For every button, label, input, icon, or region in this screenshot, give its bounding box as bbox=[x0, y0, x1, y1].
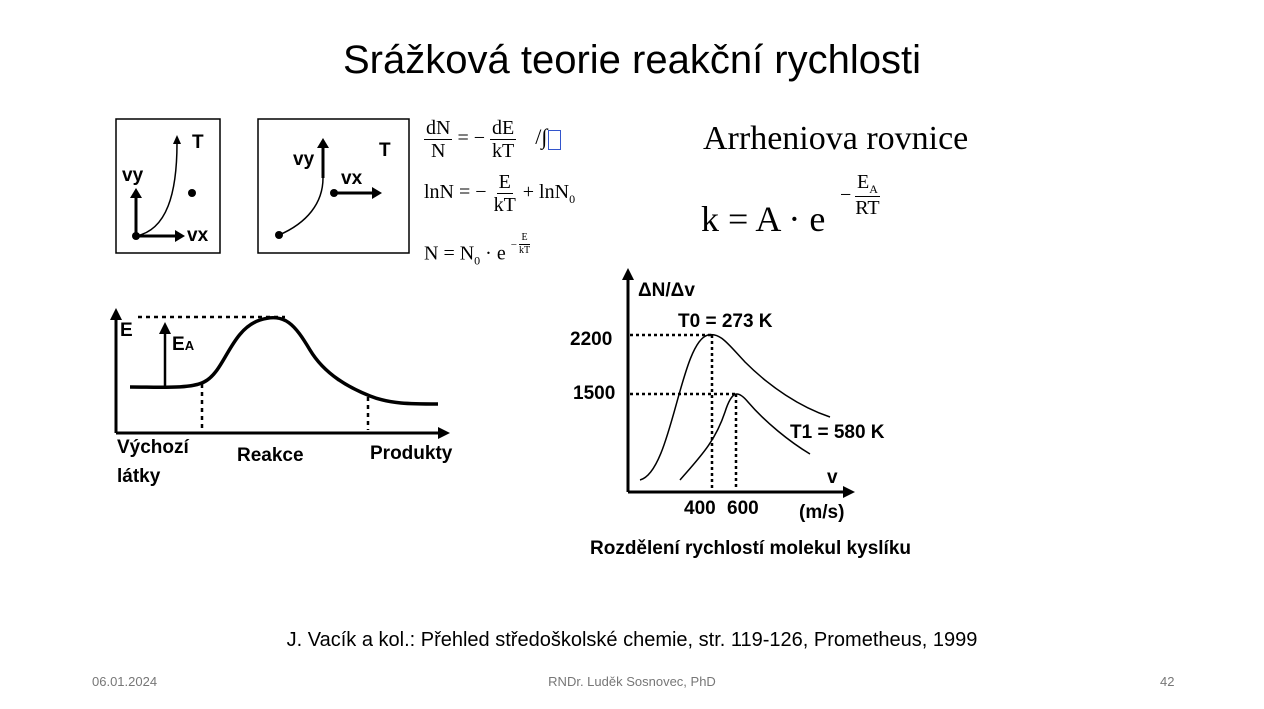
curve-t1-label: T1 = 580 K bbox=[790, 422, 885, 443]
eq3-exp-sign: − bbox=[510, 238, 517, 251]
x-axis-unit: (m/s) bbox=[799, 502, 845, 523]
y-tick-1500: 1500 bbox=[573, 383, 616, 404]
arrhenius-exp-num-sub: A bbox=[869, 182, 878, 196]
eq2-den: kT bbox=[493, 194, 516, 216]
velocity-box-2 bbox=[257, 118, 410, 254]
distribution-chart-drawing bbox=[560, 262, 960, 562]
x-axis-label: v bbox=[827, 467, 838, 488]
placeholder-box-icon bbox=[548, 130, 561, 150]
velocity-box-1 bbox=[115, 118, 221, 254]
eq3-lhs-sub: 0 bbox=[474, 253, 481, 268]
y-axis-label: ΔN/Δv bbox=[638, 280, 695, 301]
eq2-num: E bbox=[498, 171, 511, 193]
x-tick-400: 400 bbox=[684, 498, 716, 519]
footer-page-number: 42 bbox=[1160, 674, 1175, 689]
vy-label: vy bbox=[122, 165, 144, 186]
x-tick-600: 600 bbox=[727, 498, 759, 519]
energy-diagram bbox=[100, 300, 480, 500]
curve-t0-label: T0 = 273 K bbox=[678, 311, 773, 332]
distribution-chart bbox=[560, 262, 960, 562]
t-label: T bbox=[192, 132, 204, 153]
footer-date: 06.01.2024 bbox=[92, 674, 158, 689]
velocity-box-2-drawing bbox=[257, 118, 410, 254]
arrhenius-title: Arrheniova rovnice bbox=[703, 120, 969, 157]
vy-label: vy bbox=[293, 149, 315, 170]
eq1-lhs-den: N bbox=[431, 140, 446, 162]
ea-label bbox=[172, 334, 194, 356]
eq1-equals: = − bbox=[457, 127, 486, 150]
eq2-tail-sub: 0 bbox=[569, 192, 576, 207]
equation-differential bbox=[424, 118, 561, 161]
arrhenius-exponent bbox=[840, 172, 882, 218]
equation-log bbox=[424, 172, 575, 215]
chart-caption: Rozdělení rychlostí molekul kyslíku bbox=[590, 538, 911, 559]
arrhenius-exp-den: RT bbox=[855, 197, 880, 219]
vx-label: vx bbox=[187, 225, 209, 246]
e-axis-label: E bbox=[120, 320, 133, 341]
y-tick-2200: 2200 bbox=[570, 329, 613, 350]
ea-label-sub: A bbox=[184, 338, 195, 353]
eq2-tail: + lnN bbox=[522, 181, 570, 204]
eq1-rhs-den: kT bbox=[492, 140, 515, 162]
slide-title: Srážková teorie reakční rychlosti bbox=[342, 38, 921, 82]
eq3-exp-den: kT bbox=[518, 245, 531, 256]
eq1-rhs-num: dE bbox=[492, 117, 515, 139]
eq3-exp-num: E bbox=[521, 232, 528, 243]
t-label: T bbox=[379, 140, 391, 161]
eq3-lhs: N = N bbox=[424, 242, 475, 265]
equation-exponential bbox=[424, 233, 532, 269]
stage-start-line-1: Výchozí bbox=[117, 437, 189, 458]
vx-label: vx bbox=[341, 168, 363, 189]
arrhenius-exp-sign: − bbox=[840, 183, 852, 206]
eq3-exponent bbox=[511, 233, 532, 256]
eq1-integral-op: /∫ bbox=[535, 124, 548, 150]
stage-start-line-2: látky bbox=[117, 466, 161, 487]
arrhenius-formula-base: k = A · e bbox=[701, 199, 826, 239]
footer-author: RNDr. Luděk Sosnovec, PhD bbox=[548, 674, 716, 689]
arrhenius-exp-num: E bbox=[857, 171, 870, 193]
stage-end-label: Produkty bbox=[370, 443, 453, 464]
ea-label-main: E bbox=[172, 334, 185, 355]
eq1-lhs-num: dN bbox=[426, 117, 451, 139]
reference-text: J. Vacík a kol.: Přehled středoškolské chemie, str. 119-126, Prometheus, 1999 bbox=[286, 629, 978, 651]
arrhenius-formula bbox=[701, 198, 825, 240]
stage-mid-label: Reakce bbox=[237, 445, 304, 466]
eq2-lhs: lnN = − bbox=[424, 181, 487, 204]
eq3-mid: · e bbox=[485, 242, 506, 265]
